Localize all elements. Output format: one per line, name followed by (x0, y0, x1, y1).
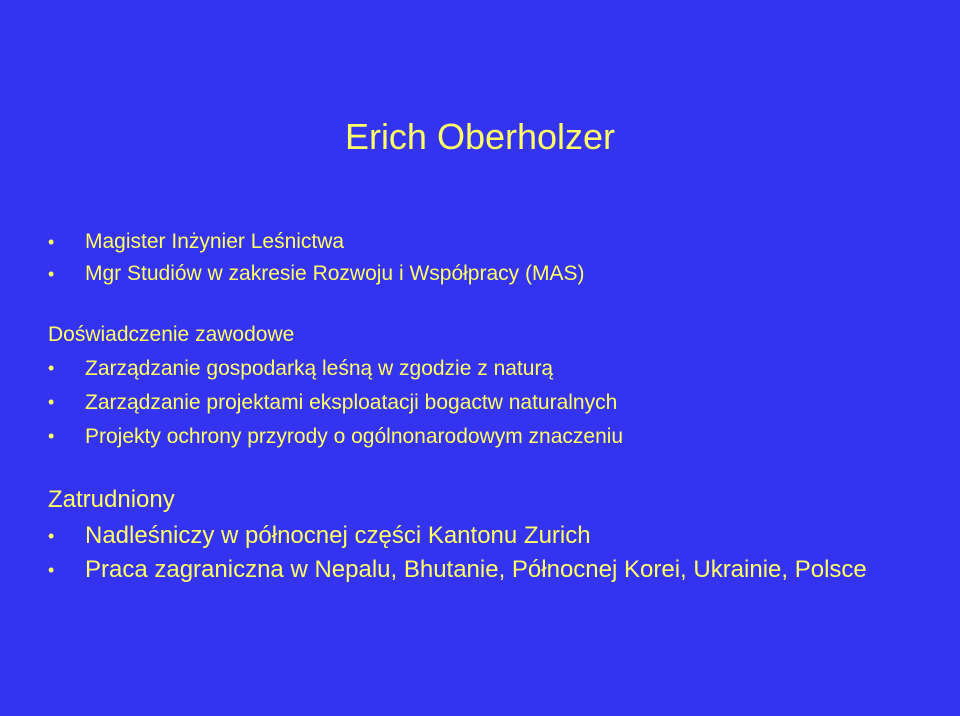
experience-heading: Doświadczenie zawodowe (48, 323, 295, 346)
education-item-2: Mgr Studiów w zakresie Rozwoju i Współpracy (MAS) (85, 262, 585, 285)
list-item (48, 258, 918, 290)
experience-section (48, 318, 918, 454)
education-list (48, 226, 918, 290)
employment-section (48, 484, 918, 588)
experience-item-3: Projekty ochrony przyrody o ogólnonarodowym znaczeniu (85, 425, 624, 448)
list-item (48, 554, 918, 588)
bullet-icon: • (48, 232, 55, 252)
education-item-1: Magister Inżynier Leśnictwa (85, 230, 345, 253)
list-item (48, 352, 918, 386)
employment-item-2: Praca zagraniczna w Nepalu, Bhutanie, Północnej Korei, Ukrainie, Polsce (85, 556, 867, 583)
bullet-icon: • (48, 560, 55, 580)
list-item (48, 226, 918, 258)
bullet-icon: • (48, 264, 55, 284)
employment-list (48, 520, 918, 588)
list-item (48, 386, 918, 420)
bullet-icon: • (48, 426, 55, 446)
experience-item-2: Zarządzanie projektami eksploatacji bogactw naturalnych (85, 391, 618, 414)
slide-title: Erich Oberholzer (344, 116, 616, 157)
employment-item-1: Nadleśniczy w północnej części Kantonu Zurich (85, 522, 591, 549)
employment-heading: Zatrudniony (48, 486, 175, 513)
bullet-icon: • (48, 526, 55, 546)
experience-item-1: Zarządzanie gospodarką leśną w zgodzie z naturą (85, 357, 554, 380)
list-item (48, 420, 918, 454)
bullet-icon: • (48, 392, 55, 412)
experience-list (48, 352, 918, 454)
bullet-icon: • (48, 358, 55, 378)
slide-content (48, 226, 918, 588)
list-item (48, 520, 918, 554)
